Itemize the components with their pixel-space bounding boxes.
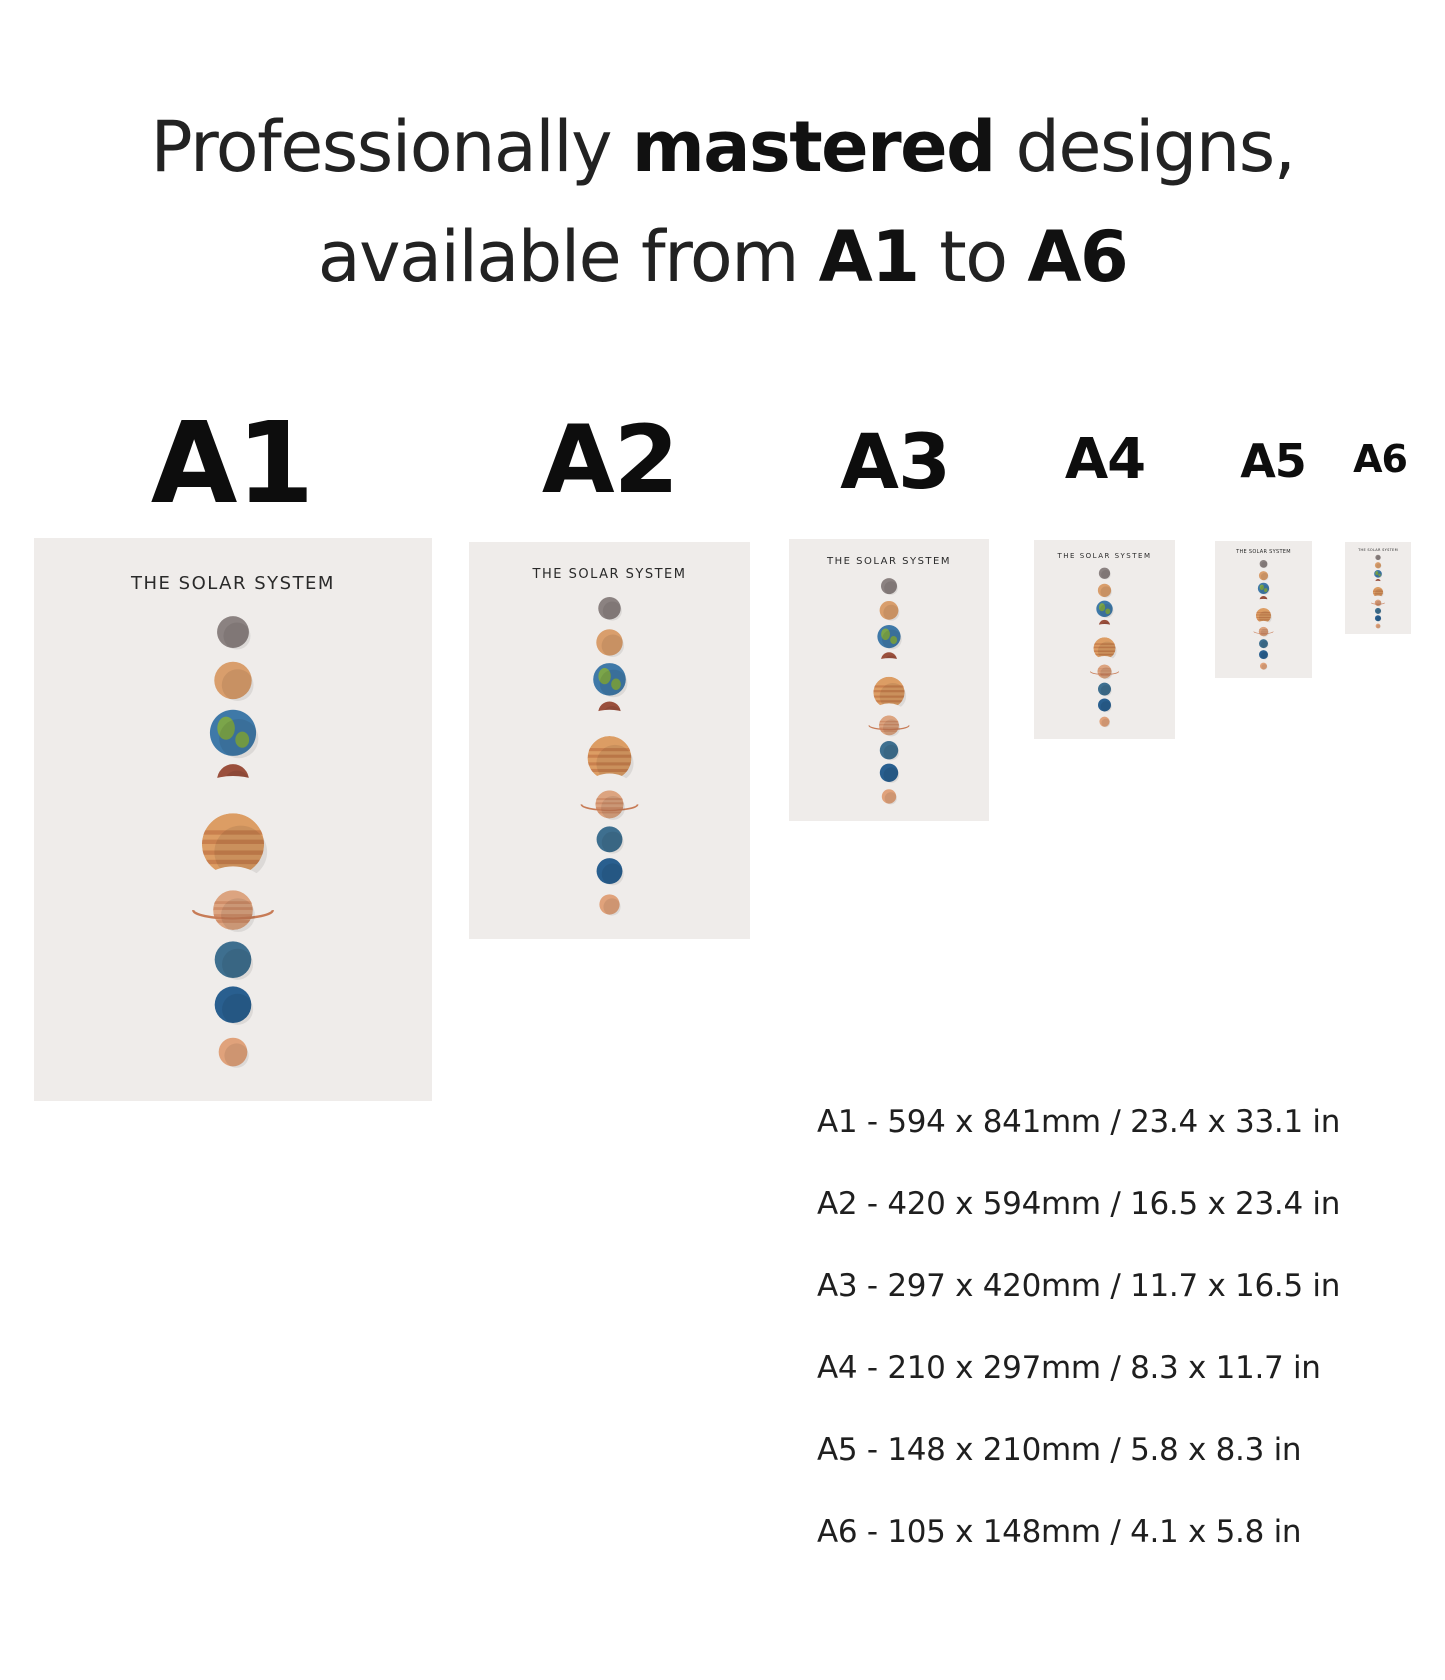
earth-planet (593, 663, 627, 697)
earth-planet (1258, 583, 1270, 595)
headline-line-2 (0, 216, 1445, 298)
poster-a4 (1034, 540, 1175, 739)
neptune-planet (880, 764, 899, 783)
size-label-a6: A6 (1353, 437, 1407, 481)
neptune-planet (1259, 650, 1268, 659)
headline-line-2-pre: available from (317, 216, 819, 298)
poster-title: THE SOLAR SYSTEM (1358, 548, 1398, 552)
spec-a5: A5 - 148 x 210mm / 5.8 x 8.3 in (817, 1432, 1302, 1468)
saturn-planet (1371, 598, 1384, 609)
headline-line-1-bold: mastered (631, 106, 995, 188)
headline-line-2-bold-a6: A6 (1027, 216, 1128, 298)
pluto-planet (599, 894, 620, 915)
pluto-planet (1376, 624, 1381, 629)
venus-planet (880, 601, 900, 621)
poster-a2 (469, 542, 750, 939)
saturn-planet (1254, 624, 1273, 640)
pluto-planet (1260, 663, 1267, 670)
planets-illustration (789, 539, 989, 821)
spec-a2: A2 - 420 x 594mm / 16.5 x 23.4 in (817, 1186, 1341, 1222)
neptune-planet (1375, 615, 1381, 621)
size-label-a4: A4 (1064, 427, 1146, 492)
saturn-planet (1090, 660, 1118, 683)
pluto-planet (219, 1038, 249, 1068)
planets-illustration (1215, 541, 1312, 678)
neptune-planet (597, 858, 624, 885)
mercury-planet (881, 578, 898, 595)
mercury-planet (1260, 560, 1268, 568)
size-label-a5: A5 (1240, 434, 1306, 488)
size-label-a2: A2 (541, 406, 679, 515)
saturn-planet (581, 782, 637, 827)
venus-planet (1098, 584, 1112, 598)
poster-a6 (1345, 542, 1411, 634)
spec-a6: A6 - 105 x 148mm / 4.1 x 5.8 in (817, 1514, 1302, 1550)
saturn-planet (869, 709, 909, 741)
venus-planet (1259, 571, 1269, 581)
earth-planet (1374, 570, 1382, 578)
poster-title: THE SOLAR SYSTEM (1057, 552, 1152, 560)
poster-title: THE SOLAR SYSTEM (827, 556, 951, 567)
saturn-planet (193, 878, 273, 942)
headline-line-1-pre: Professionally (150, 106, 632, 188)
neptune-planet (215, 986, 253, 1024)
venus-planet (214, 662, 253, 701)
mercury-planet (1375, 555, 1381, 561)
headline-line-2-mid: to (918, 216, 1028, 298)
mercury-planet (1099, 568, 1111, 580)
venus-planet (596, 629, 624, 657)
size-specs-list (817, 1100, 1340, 1592)
mercury-planet (598, 597, 622, 621)
spec-a3: A3 - 297 x 420mm / 11.7 x 16.5 in (817, 1268, 1341, 1304)
size-label-a1: A1 (150, 399, 314, 529)
poster-title: THE SOLAR SYSTEM (532, 567, 687, 582)
planets-illustration (1345, 542, 1411, 634)
size-label-a3: A3 (840, 417, 950, 506)
venus-planet (1375, 562, 1382, 569)
pluto-planet (882, 789, 897, 804)
headline-line-1-post: designs, (994, 106, 1295, 188)
poster-a5 (1215, 541, 1312, 678)
earth-planet (210, 710, 258, 758)
neptune-planet (1098, 698, 1112, 712)
mercury-planet (217, 616, 250, 649)
headline-line-2-bold-a1: A1 (818, 216, 919, 298)
poster-title: THE SOLAR SYSTEM (1236, 549, 1291, 555)
earth-planet (877, 625, 901, 649)
headline-line-1 (0, 106, 1445, 188)
poster-a3 (789, 539, 989, 821)
pluto-planet (1099, 717, 1110, 728)
planets-illustration (1034, 540, 1175, 739)
planets-illustration (469, 542, 750, 939)
poster-title: THE SOLAR SYSTEM (131, 573, 335, 594)
poster-a1 (34, 538, 432, 1101)
planets-illustration (34, 538, 432, 1101)
spec-a4: A4 - 210 x 297mm / 8.3 x 11.7 in (817, 1350, 1321, 1386)
earth-planet (1096, 601, 1113, 618)
spec-a1: A1 - 594 x 841mm / 23.4 x 33.1 in (817, 1104, 1341, 1140)
